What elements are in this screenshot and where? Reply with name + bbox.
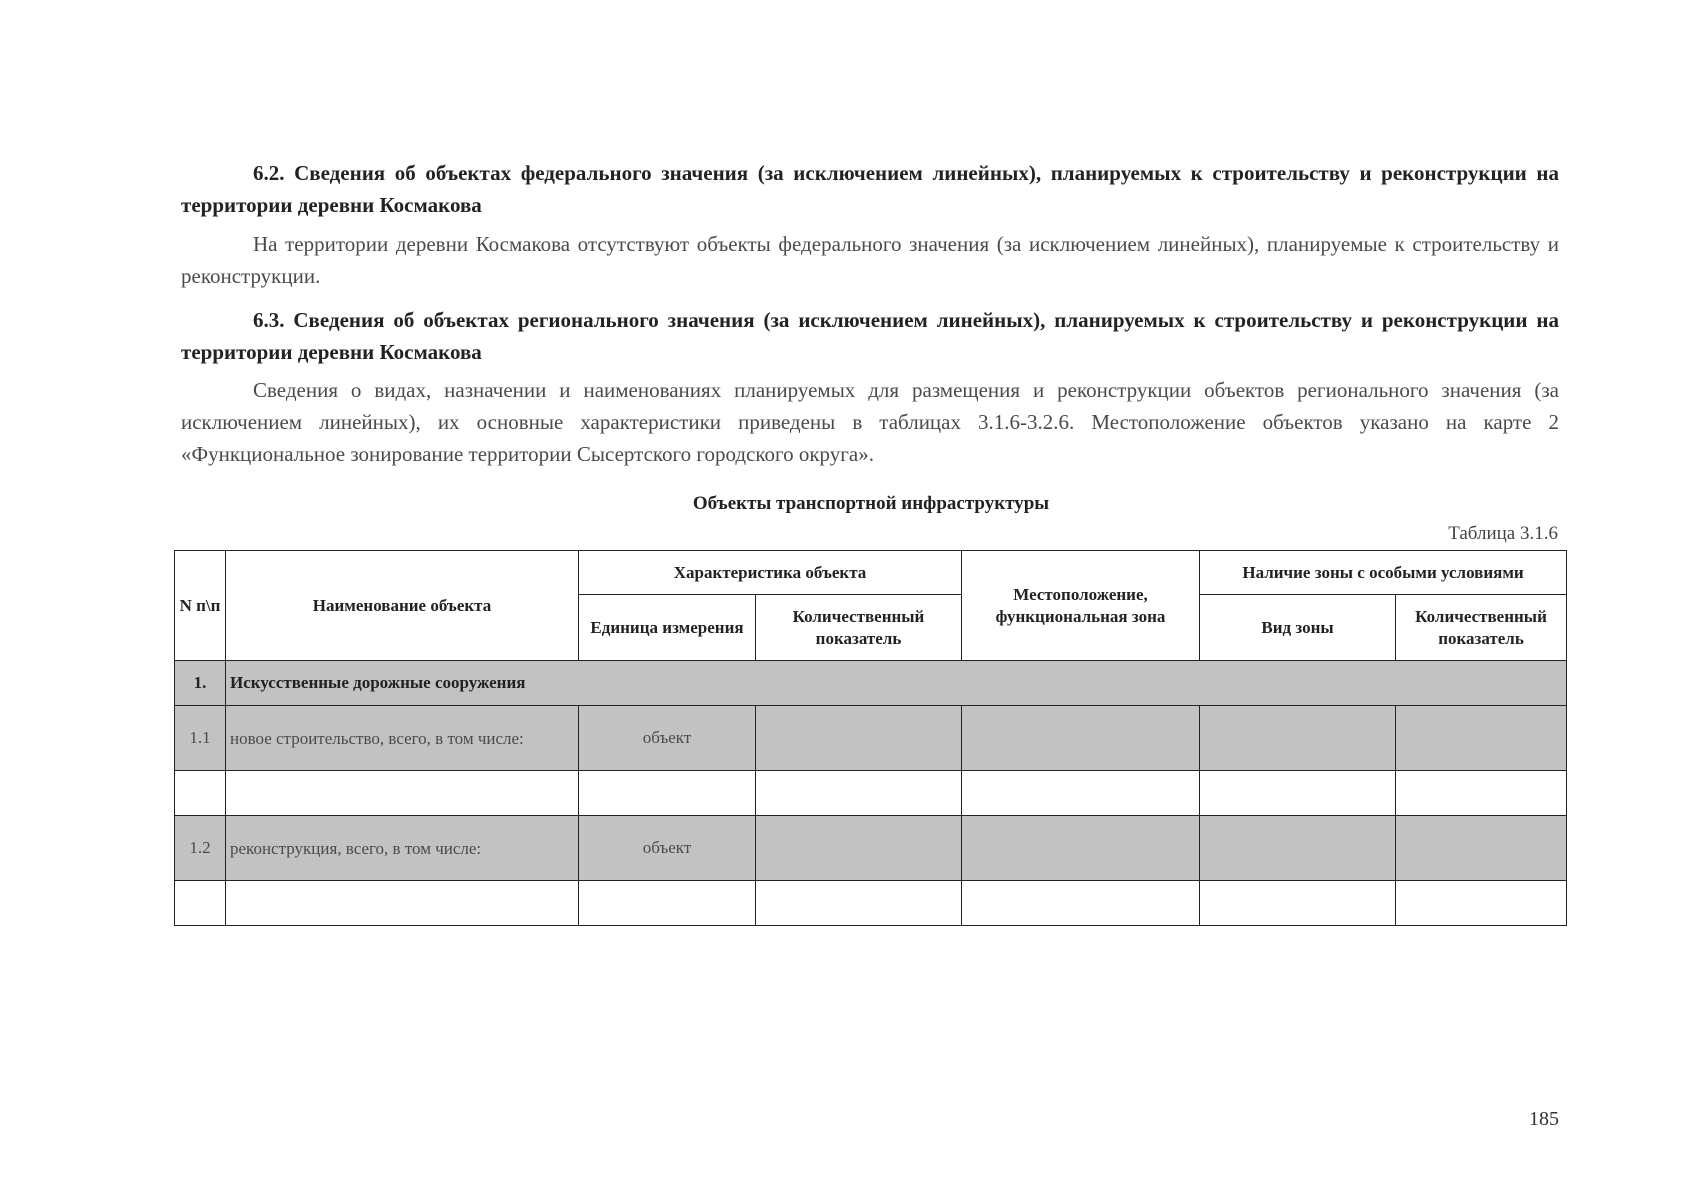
group-num: 1. <box>175 661 226 706</box>
transport-objects-table <box>174 550 1567 926</box>
header-zone-type: Вид зоны <box>1200 595 1396 661</box>
table-number: Таблица 3.1.6 <box>1448 523 1558 544</box>
group-filler <box>962 661 1200 706</box>
header-location: Местоположение, функциональная зона <box>962 551 1200 661</box>
header-unit: Единица измерения <box>579 595 756 661</box>
table-row <box>175 881 1567 926</box>
row-zone-type <box>1200 706 1396 771</box>
row-location <box>962 706 1200 771</box>
table-group-row <box>175 661 1567 706</box>
table-caption: Объекты транспортной инфраструктуры <box>692 493 1050 514</box>
header-name: Наименование объекта <box>226 551 579 661</box>
row-name: новое строительство, всего, в том числе: <box>226 706 579 771</box>
row-unit: объект <box>579 816 756 881</box>
row-quantity <box>756 816 962 881</box>
row-zone-quantity <box>1396 816 1567 881</box>
header-characteristics: Характеристика объекта <box>579 551 962 595</box>
group-name: Искусственные дорожные сооружения <box>226 661 756 706</box>
section-6-2-heading: 6.2. Сведения об объектах федерального значения (за исключением линейных), планируемых к строительству и реконструкции на территории деревни Космакова <box>181 161 1559 217</box>
row-unit: объект <box>579 706 756 771</box>
row-quantity <box>756 706 962 771</box>
section-6-2-text: На территории деревни Космакова отсутствуют объекты федерального значения (за исключением линейных), планируемые к строительству и реконструкции. <box>181 232 1559 288</box>
page-number: 185 <box>1529 1108 1559 1130</box>
group-filler <box>1200 661 1396 706</box>
row-name: реконструкция, всего, в том числе: <box>226 816 579 881</box>
group-filler <box>1396 661 1567 706</box>
section-6-3-heading: 6.3. Сведения об объектах регионального значения (за исключением линейных), планируемых к строительству и реконструкции на территории деревни Космакова <box>181 308 1559 364</box>
row-location <box>962 816 1200 881</box>
table-row <box>175 816 1567 881</box>
header-zones: Наличие зоны с особыми условиями <box>1200 551 1567 595</box>
table-row <box>175 706 1567 771</box>
section-6-3-text: Сведения о видах, назначении и наименованиях планируемых для размещения и реконструкции объектов регионального значения (за исключением линейных), их основные характеристики приведены в таблицах 3.1.6-3.2.6. Местоположение объектов указано на карте 2 «Функциональное зонирование территории Сысертского городского округа». <box>181 378 1559 466</box>
row-num: 1.2 <box>175 816 226 881</box>
row-num: 1.1 <box>175 706 226 771</box>
row-zone-quantity <box>1396 706 1567 771</box>
header-num: N п\п <box>175 551 226 661</box>
header-zone-quantity: Количественный показатель <box>1396 595 1567 661</box>
header-quantity: Количественный показатель <box>756 595 962 661</box>
table-row <box>175 771 1567 816</box>
row-zone-type <box>1200 816 1396 881</box>
group-filler <box>756 661 962 706</box>
